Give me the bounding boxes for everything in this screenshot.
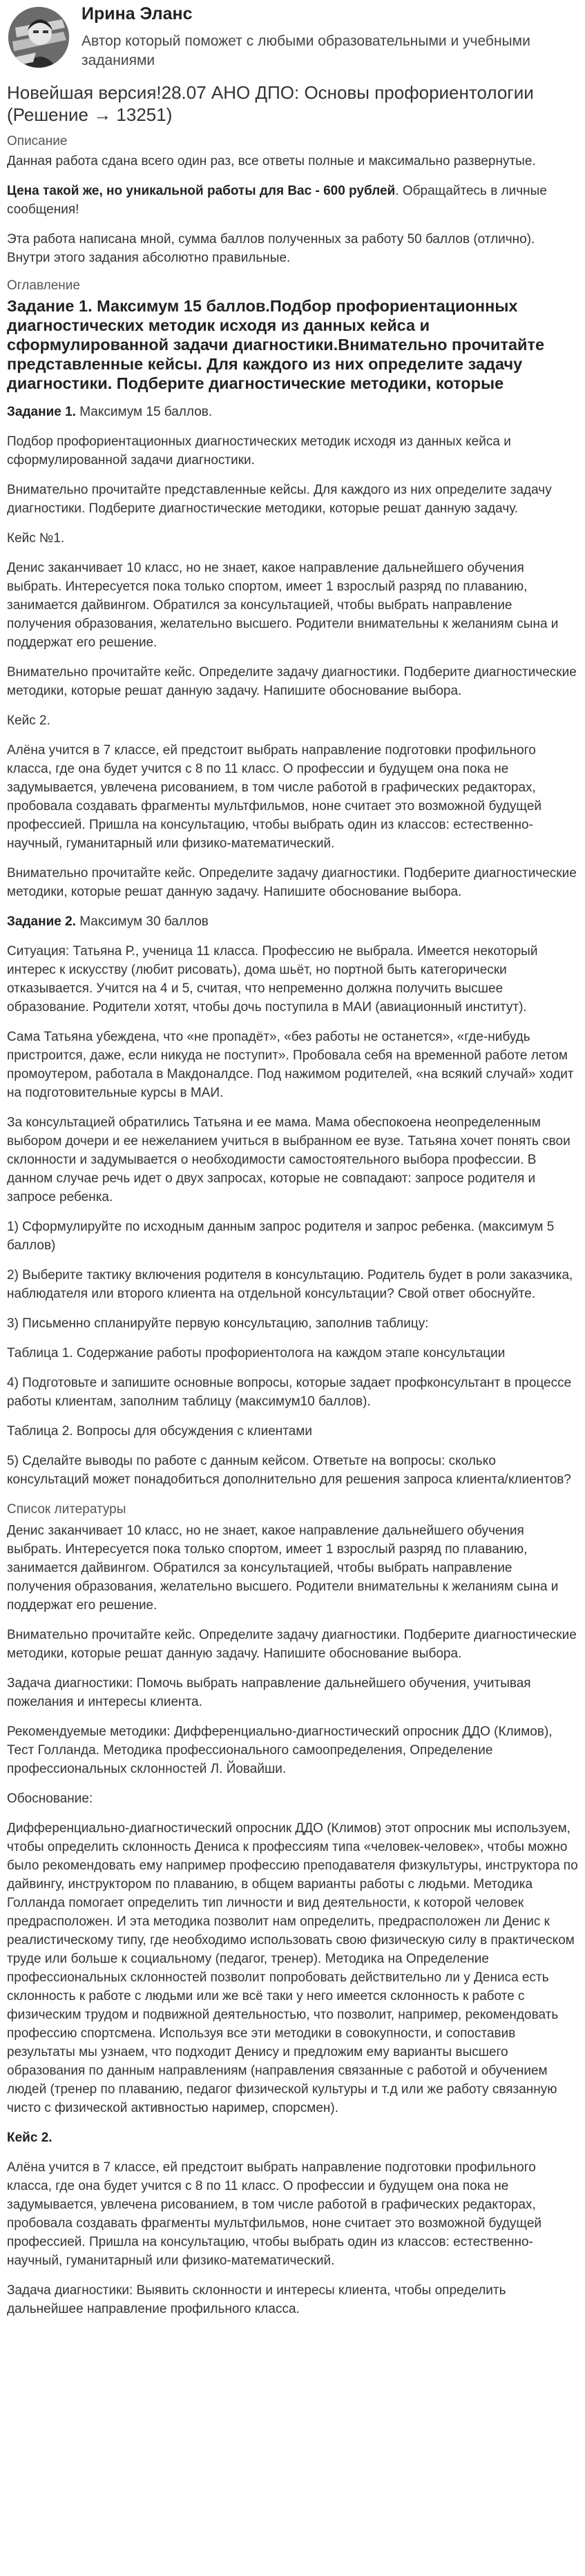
author-header: [0, 0, 585, 81]
description-text: Данная работа сдана всего один раз, все ответы полные и максимально развернутые.: [7, 154, 536, 169]
situation-paragraph-2: Сама Татьяна убеждена, что «не пропадёт», «без работы не останется», «где-нибудь пристроится, даже, если никуда не поступит». Пробовала себя на временной работе летом промоутером, работала в Макдоналдсе. Под нажимом родителей, «на всякий случай» ходит на подготовительные курсы в МАИ.: [7, 1030, 574, 1100]
price-contact-text: . Обращайтесь в личные сообщения!: [7, 184, 547, 217]
author-photo-icon: [8, 7, 69, 68]
price-text: Цена такой же, но уникальной работы для Вас - 600 рублей: [7, 184, 396, 198]
document-content: [7, 81, 578, 2329]
avatar[interactable]: [8, 7, 69, 68]
case2-text: Алёна учится в 7 классе, ей предстоит выбрать направление подготовки профильного класса, где она будет учится с 8 по 11 класс. О профессии и будущем она пока не задумывается, увлечена рисованием, в том числе работой в графических редакторах, пробовала создавать фрагменты мультфильмов, ноне считает это возможной будущей профессией. Пришла на консультацию, чтобы выбрать один из классов: естественно-научный, гуманитарный или физико-математический.: [7, 743, 542, 851]
task2-heading: [7, 912, 578, 931]
task1-paragraph-2: Внимательно прочитайте представленные кейсы. Для каждого из них определите задачу диагностики. Подберите диагностические методики, которые решат данную задачу.: [7, 483, 552, 516]
rationale-label: Обоснование:: [7, 1791, 93, 1806]
question-1: 1) Сформулируйте по исходным данным запрос родителя и запрос ребенка. (максимум 5 баллов): [7, 1220, 555, 1253]
rationale-text: Дифференциально-диагностический опросник ДДО (Климов) этот опросник мы используем, чтобы определить склонность Дениса к профессиям типа «человек-человек», чтобы можно было рекомендовать ему например профессию преподавателя физкультуры, инструктора по дайвингу, инструктором по плаванию, в общем варианты работы с людьми. Методика Голланда помогает определить тип личности и вид деятельности, к которой человек предрасположен. И эта методика позволит нам определить, предрасположен ли Денис к реалистическому типу, где необходимо использовать свою физическую силу в практическом труде или больше к социальному (педагог, тренер). Методика на Определение профессиональных склонностей позволит попробовать действительно ли у Дениса есть склонность к работе с людьми или же всё таки у него имеется склонность к работе с физическим трудом и подвижной деятельностью, что позволит, например, рекомендовать профессию спортсмена. Используя все эти методики в совокупности, и сопоставив результаты мы узнаем, что подходит Денису и предложим ему варианты высшего образования по данным направлениям (направления связанные с работой и обучением людей (тренер по плаванию, педагог физической культуры и т.д или же работу связанную чисто с физической активностью наример, спорсмен).: [7, 1821, 578, 2115]
toc-heading: Задание 1. Максимум 15 баллов.Подбор профориентационных диагностических методик исходя из данных кейса и сформулированной задачи диагностики.Внимательно прочитайте представленные кейсы. Для каждого из них определите задачу диагностики. Подберите диагностические методики, которые: [7, 297, 545, 392]
situation-paragraph-1: Ситуация: Татьяна Р., ученица 11 класса. Профессию не выбрала. Имеется некоторый интерес к искусству (любит рисовать), дома шьёт, но портной быть категорически отказывается. Учится на 4 и 5, считая, что непременно должна получить высшее образование. Родители хотят, чтобы дочь поступила в МАИ (авиационный институт).: [7, 944, 538, 1015]
description-label: Описание: [7, 134, 68, 148]
recommended-methods: Рекомендуемые методики: Дифференциально-диагностический опросник ДДО (Климов), Тест Голланда. Методика профессионального самоопределения, Определение профессиональных склонностей Л. Йовайши.: [7, 1724, 553, 1776]
task2-label: Задание 2.: [7, 914, 76, 929]
toc-label: Оглавление: [7, 278, 80, 293]
question-5: 5) Сделайте выводы по работе с данным кейсом. Ответьте на вопросы: сколько консультаций может понадобиться дополнительно для решения запроса клиента/клиентов?: [7, 1454, 571, 1487]
case2-label: Кейс 2.: [7, 713, 50, 728]
situation-paragraph-3: За консультацией обратились Татьяна и ее мама. Мама обеспокоена неопределенным выбором дочери и ее нежеланием учиться в выбранном ее вузе. Татьяна хочет понять свои склонности и задумывается о необходимости самостоятельного выбора профессии. В данном случае речь идет о двух запросах, которые не совпадают: запросе родителя и запросе ребенка.: [7, 1115, 570, 1204]
case1-task: Внимательно прочитайте кейс. Определите задачу диагностики. Подберите диагностические методики, которые решат данную задачу. Напишите обоснование выбора.: [7, 665, 577, 698]
document-body: [7, 403, 578, 2318]
case2-task: Внимательно прочитайте кейс. Определите задачу диагностики. Подберите диагностические методики, которые решат данную задачу. Напишите обоснование выбора.: [7, 866, 577, 899]
references-label: Список литературы: [7, 1502, 126, 1517]
task2-points: Максимум 30 баллов: [75, 914, 209, 929]
question-2: 2) Выберите тактику включения родителя в консультацию. Родитель будет в роли заказчика, наблюдателя или второго клиента на отдельной консультации? Свой ответ обоснуйте.: [7, 1268, 573, 1301]
refs-case2-label: Кейс 2.: [7, 2131, 52, 2145]
price-paragraph: [7, 182, 578, 219]
author-name[interactable]: Ирина Эланс: [81, 4, 193, 23]
diagnostic-task: Задача диагностики: Помочь выбрать направление дальнейшего обучения, учитывая пожелания и интересы клиента.: [7, 1676, 531, 1709]
refs-case2-text: Алёна учится в 7 классе, ей предстоит выбрать направление подготовки профильного класса, где она будет учится с 8 по 11 класс. О профессии и будущем она пока не задумывается, увлечена рисованием, в том числе работой в графических редакторах, пробовала создавать фрагменты мультфильмов, ноне считает это возможной будущей профессией. Пришла на консультацию, чтобы выбрать один из классов: естественно-научный, гуманитарный или физико-математический.: [7, 2160, 542, 2268]
case1-label: Кейс №1.: [7, 531, 65, 546]
refs-case2-diagnostic: Задача диагностики: Выявить склонности и интересы клиента, чтобы определить дальнейшее направление профильного класса.: [7, 2283, 506, 2316]
case1-text: Денис заканчивает 10 класс, но не знает, какое направление дальнейшего обучения выбрать. Интересуется пока только спортом, имеет 1 взрослый разряд по плаванию, занимается дайвингом. Обратился за консультацией, чтобы выбрать направление получения образования, желательно высшего. Родители внимательны к желаниям сына и поддержат его решение.: [7, 561, 559, 650]
document-title: Новейшая версия!28.07 АНО ДПО: Основы профориентологии (Решение → 13251): [7, 82, 534, 125]
task1-heading: [7, 403, 578, 421]
task1-label: Задание 1.: [7, 405, 76, 419]
refs-case1-task: Внимательно прочитайте кейс. Определите задачу диагностики. Подберите диагностические методики, которые решат данную задачу. Напишите обоснование выбора.: [7, 1628, 577, 1661]
question-4: 4) Подготовьте и запишите основные вопросы, которые задает профконсультант в процессе работы клиентам, заполним таблицу (максимум10 баллов).: [7, 1376, 572, 1409]
table-2-caption: Таблица 2. Вопросы для обсуждения с клиентами: [7, 1424, 313, 1439]
task1-paragraph-1: Подбор профориентационных диагностических методик исходя из данных кейса и сформулированной задачи диагностики.: [7, 434, 511, 468]
author-description: Автор который поможет с любыми образовательными и учебными заданиями: [81, 33, 530, 68]
task1-points: Максимум 15 баллов.: [75, 405, 213, 419]
score-text: Эта работа написана мной, сумма баллов полученных за работу 50 баллов (отлично). Внутри этого задания абсолютно правильные.: [7, 232, 535, 265]
table-1-caption: Таблица 1. Содержание работы профориентолога на каждом этапе консультации: [7, 1346, 506, 1361]
question-3: 3) Письменно спланируйте первую консультацию, заполнив таблицу:: [7, 1316, 429, 1331]
refs-case1-text: Денис заканчивает 10 класс, но не знает, какое направление дальнейшего обучения выбрать. Интересуется пока только спортом, имеет 1 взрослый разряд по плаванию, занимается дайвингом. Обратился за консультацией, чтобы выбрать направление получения образования, желательно высшего. Родители внимательны к желаниям сына и поддержат его решение.: [7, 1524, 559, 1613]
